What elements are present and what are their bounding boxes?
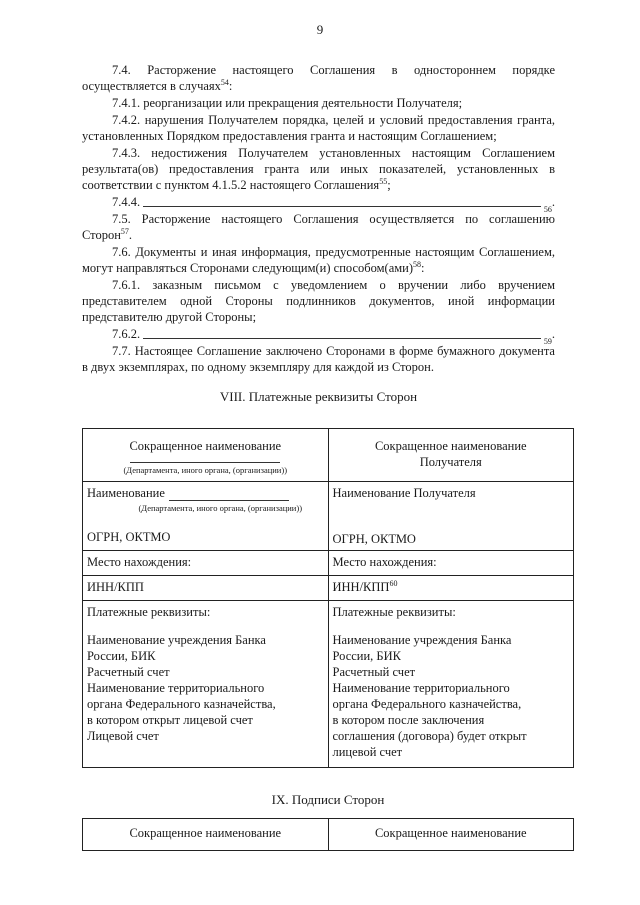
left-inn-cell: ИНН/КПП <box>83 576 329 601</box>
fill-in-blank <box>169 490 289 501</box>
payment-details-table <box>82 428 574 768</box>
clause-7-6-1: 7.6.1. заказным письмом с уведомлением о вручении либо вручением представителем одной Стороны подлинников документов, иной информации представителю другой Стороны; <box>82 278 555 324</box>
table-row <box>83 576 574 601</box>
table-row <box>83 429 574 482</box>
fill-in-blank <box>130 456 280 463</box>
table-row <box>83 551 574 576</box>
clause-7-7: 7.7. Настоящее Соглашение заключено Сторонами в форме бумажного документа в двух экземплярах, по одному экземпляру для каждой из Сторон. <box>82 344 555 374</box>
signatures-table <box>82 818 574 851</box>
left-short-name-cell: Сокращенное наименование (Департамента, иного органа, (организации)) <box>83 429 329 482</box>
clause-7-6-2: 7.6.2. 59 . <box>112 327 555 346</box>
footnote-ref: 55 <box>379 177 388 186</box>
left-signature-name-cell: Сокращенное наименование <box>83 819 329 851</box>
table-row <box>83 819 574 851</box>
clause-7-4-3: 7.4.3. недостижения Получателем установленных настоящим Соглашением результата(ов) предоставления гранта или иных показателей, установленных в соответствии с пунктом 4.1.5.2 настоящего Соглашения$^{55}$; <box>82 146 555 192</box>
page-number: 9 <box>316 22 324 37</box>
clause-7-6: 7.6. Документы и иная информация, предусмотренные настоящим Соглашением, могут направляться Сторонами следующим(и) способом(ами)$^{58}$: <box>82 245 555 275</box>
fill-in-blank <box>143 205 541 207</box>
clause-7-4-2: 7.4.2. нарушения Получателем порядка, целей и условий предоставления гранта, установленных Порядком предоставления гранта и настоящим Соглашением; <box>82 113 555 143</box>
table-row <box>83 601 574 768</box>
fill-in-blank <box>143 337 541 339</box>
left-location-cell: Место нахождения: <box>83 551 329 576</box>
right-name-cell: Наименование Получателя ОГРН, ОКТМО <box>328 482 574 551</box>
clause-7-4-4: 7.4.4. 56 . <box>112 195 555 214</box>
right-inn-cell: ИНН/КПП$^{60}$ <box>328 576 574 601</box>
footnote-ref: 60 <box>389 579 398 588</box>
right-location-cell: Место нахождения: <box>328 551 574 576</box>
footnote-ref: 54 <box>220 78 229 87</box>
clause-7-4: 7.4. Расторжение настоящего Соглашения в одностороннем порядке осуществляется в случаях$^{54}$: <box>82 63 555 93</box>
clause-7-5: 7.5. Расторжение настоящего Соглашения осуществляется по соглашению Сторон$^{57}$. <box>82 212 555 242</box>
right-signature-name-cell: Сокращенное наименование <box>328 819 574 851</box>
right-payment-cell: Платежные реквизиты: Наименование учреждения Банка России, БИК Расчетный счет Наименование территориального органа Федерального казначейства, в котором после заключения соглашения (договора) будет открыт лицевой счет <box>328 601 574 768</box>
left-payment-cell: Платежные реквизиты: Наименование учреждения Банка России, БИК Расчетный счет Наименование территориального органа Федерального казначейства, в котором открыт лицевой счет Лицевой счет <box>83 601 329 768</box>
section-8-title: VIII. Платежные реквизиты Сторон <box>219 389 418 404</box>
footnote-ref: 58 <box>413 260 422 269</box>
agreement-text <box>82 62 555 417</box>
left-name-cell: Наименование (Департамента, иного органа, (организации)) ОГРН, ОКТМО <box>83 482 329 551</box>
right-short-name-cell: Сокращенное наименование Получателя <box>328 429 574 482</box>
clause-7-4-1: 7.4.1. реорганизации или прекращения деятельности Получателя; <box>112 96 463 110</box>
footnote-ref: 57 <box>120 227 129 236</box>
table-row <box>83 482 574 551</box>
section-9-title: IX. Подписи Сторон <box>271 792 385 807</box>
